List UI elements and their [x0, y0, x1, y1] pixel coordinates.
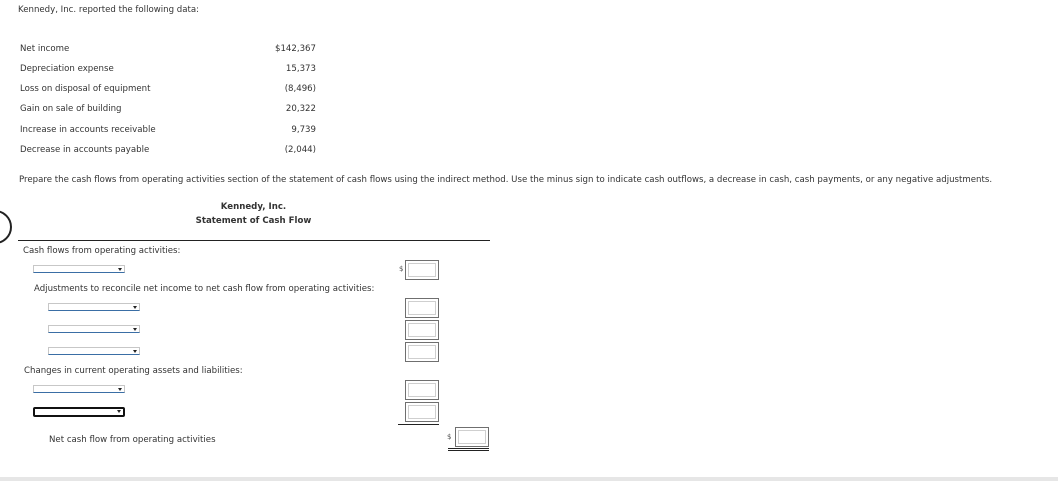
- bottom-divider: [0, 477, 1058, 481]
- adjustment-2-dropdown[interactable]: [48, 325, 140, 333]
- data-value-accounts-payable: (2,044): [284, 145, 316, 155]
- statement-title: Statement of Cash Flow: [195, 216, 312, 226]
- changes-heading: Changes in current operating assets and liabilities:: [24, 366, 243, 376]
- net-cash-amount-input[interactable]: [455, 427, 489, 447]
- net-cash-label: Net cash flow from operating activities: [49, 435, 216, 445]
- data-value-gain-sale: 20,322: [285, 104, 316, 114]
- adjustment-1-dropdown[interactable]: [48, 303, 140, 311]
- data-value-depreciation: 15,373: [285, 64, 316, 74]
- total-double-rule-bottom: [448, 450, 489, 451]
- data-value-net-income: $142,367: [274, 44, 316, 54]
- data-label-depreciation: Depreciation expense: [20, 64, 114, 74]
- chevron-down-icon: [118, 268, 122, 271]
- adjustment-3-dropdown[interactable]: [48, 347, 140, 355]
- data-label-accounts-receivable: Increase in accounts receivable: [20, 125, 156, 135]
- data-value-accounts-receivable: 9,739: [291, 125, 316, 135]
- subtotal-rule: [398, 424, 439, 425]
- data-label-net-income: Net income: [20, 44, 70, 54]
- intro-text: Kennedy, Inc. reported the following data:: [18, 5, 200, 15]
- currency-symbol: $: [399, 265, 404, 273]
- adjustment-3-amount-input[interactable]: [405, 342, 439, 362]
- total-double-rule-top: [448, 448, 489, 449]
- adjustments-heading: Adjustments to reconcile net income to net cash flow from operating activities:: [34, 284, 375, 294]
- adjustment-1-amount-input[interactable]: [405, 298, 439, 318]
- adjustment-2-amount-input[interactable]: [405, 320, 439, 340]
- change-2-dropdown[interactable]: [33, 407, 125, 417]
- statement-company: Kennedy, Inc.: [220, 202, 287, 212]
- change-1-amount-input[interactable]: [405, 380, 439, 400]
- change-2-amount-input[interactable]: [405, 402, 439, 422]
- section-heading: Cash flows from operating activities:: [23, 246, 181, 256]
- chevron-down-icon: [117, 410, 121, 413]
- currency-symbol: $: [447, 433, 452, 441]
- data-label-gain-sale: Gain on sale of building: [20, 104, 122, 114]
- data-label-loss-disposal: Loss on disposal of equipment: [20, 84, 151, 94]
- data-value-loss-disposal: (8,496): [284, 84, 316, 94]
- chevron-down-icon: [118, 388, 122, 391]
- change-1-dropdown[interactable]: [33, 385, 125, 393]
- chevron-down-icon: [133, 328, 137, 331]
- data-label-accounts-payable: Decrease in accounts payable: [20, 145, 150, 155]
- header-rule: [18, 240, 490, 241]
- chevron-down-icon: [133, 306, 137, 309]
- instructions-text: Prepare the cash flows from operating activities section of the statement of cash flows using the indirect method. Use the minus sign to indicate cash outflows, a decrease in cash, cash payments, or any negative adjustments.: [19, 175, 993, 185]
- net-income-amount-input[interactable]: [405, 260, 439, 280]
- net-income-dropdown[interactable]: [33, 265, 125, 273]
- chevron-down-icon: [133, 350, 137, 353]
